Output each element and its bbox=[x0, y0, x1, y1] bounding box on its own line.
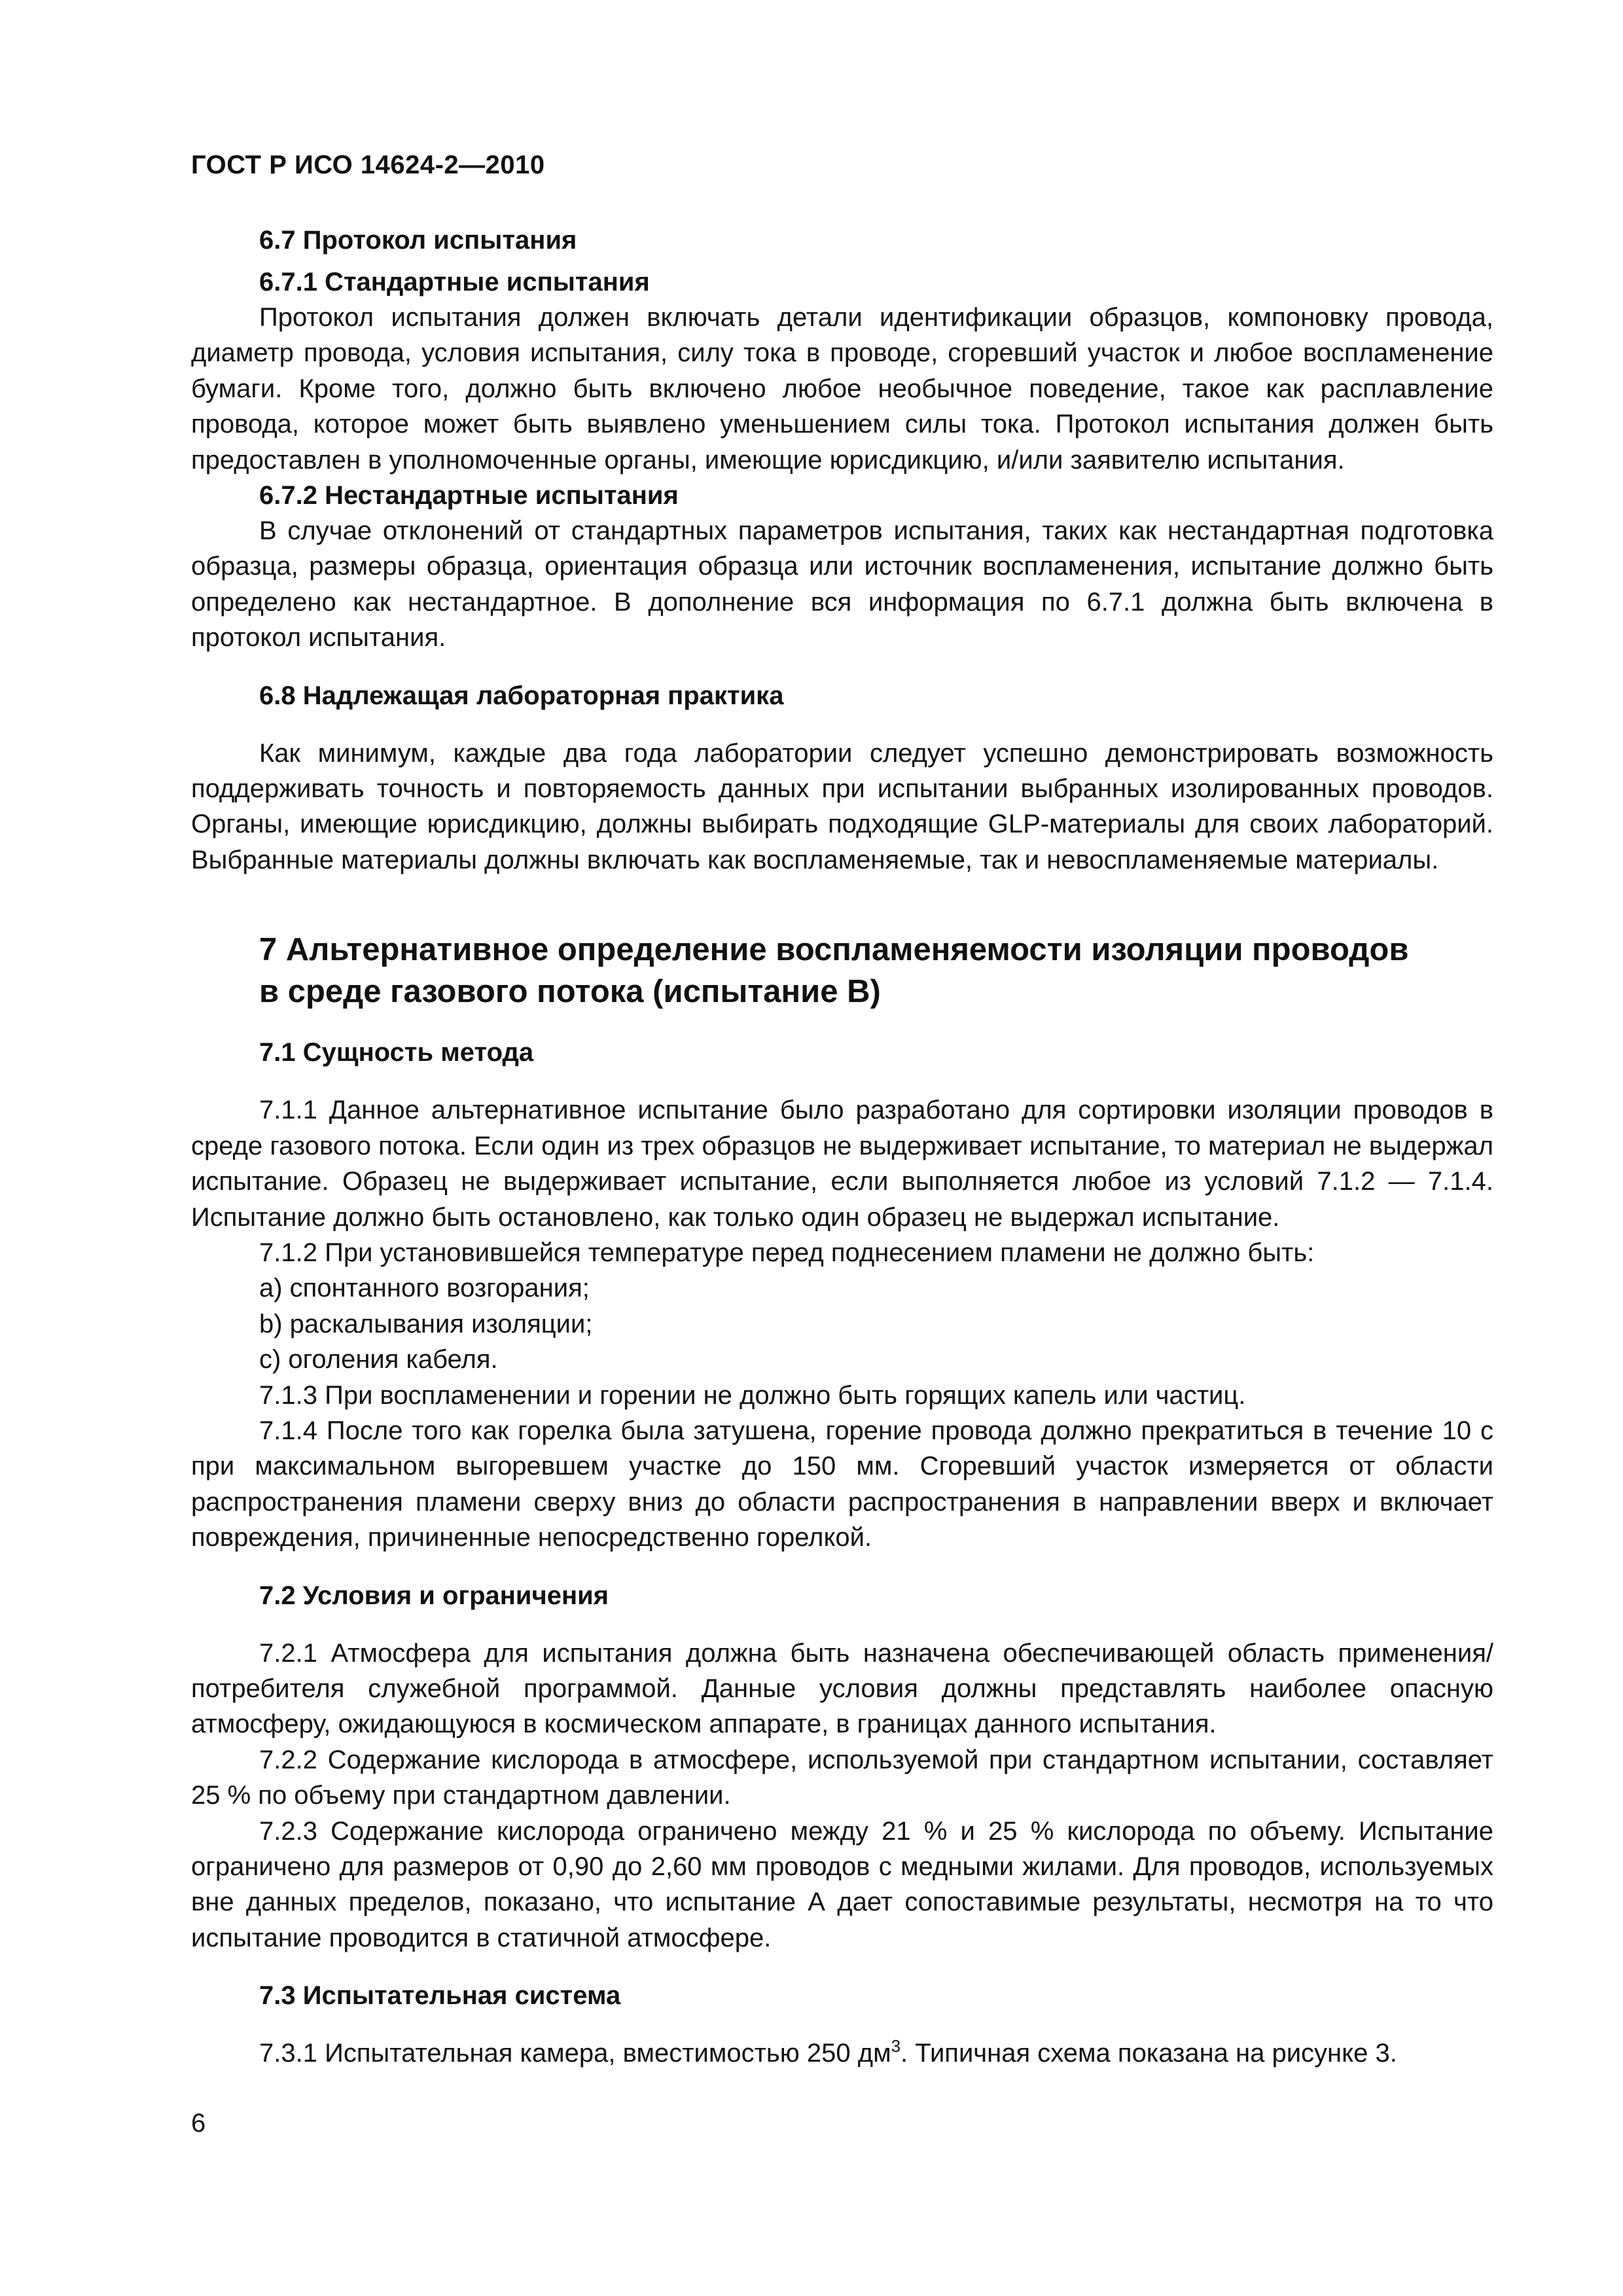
section-7-3-1-text-main: 7.3.1 Испытательная камера, вместимостью 250 дм bbox=[259, 2039, 891, 2068]
list-item-a: a) спонтанного возгорания; bbox=[259, 1274, 590, 1303]
section-6-7-2-text: В случае отклонений от стандартных параметров испытания, таких как нестандартная подготовка образца, размеры образца, ориентация образца или источник воспламенения, испытание должно быть определено как нестандартное. В дополнение вся информация по 6.7.1 должна быть включена в протокол испытания. bbox=[191, 516, 1493, 653]
section-7-2-1-text: 7.2.1 Атмосфера для испытания должна быть назначена обеспечивающей область применения/ потребителя служебной программой. Данные условия должны представлять наиболее опасную атмосферу, ожидающуюся в космическом аппарате, в границах данного испытания. bbox=[191, 1638, 1493, 1739]
page-number: 6 bbox=[191, 2109, 206, 2138]
section-7-2-heading: 7.2 Условия и ограничения bbox=[259, 1581, 609, 1610]
section-7-2-3-text: 7.2.3 Содержание кислорода ограничено между 21 % и 25 % кислорода по объему. Испытание ограничено для размеров от 0,90 до 2,60 мм проводов с медными жилами. Для проводов, используемых вне данных пределов, показано, что испытание А дает сопоставимые результаты, несмотря на то что испытание проводится в статичной атмосфере. bbox=[191, 1816, 1493, 1952]
list-item-b: b) раскалывания изоляции; bbox=[259, 1309, 593, 1338]
section-7-3-1-text bbox=[191, 2036, 1493, 2071]
cubic-superscript: 3 bbox=[891, 2036, 901, 2056]
section-7-3-1-text-end: . Типичная схема показана на рисунке 3. bbox=[901, 2039, 1397, 2068]
section-7-3-heading: 7.3 Испытательная система bbox=[259, 1981, 621, 2011]
section-7-2-2-text: 7.2.2 Содержание кислорода в атмосфере, используемой при стандартном испытании, составляет 25 % по объему при стандартном давлении. bbox=[191, 1745, 1493, 1810]
section-6-8-heading: 6.8 Надлежащая лабораторная практика bbox=[259, 681, 784, 710]
section-7-heading-line2: в среде газового потока (испытание В) bbox=[259, 974, 881, 1010]
page-content bbox=[191, 223, 1493, 2072]
section-7-1-4-text: 7.1.4 После того как горелка была затушена, горение провода должно прекратиться в течение 10 с при максимальном выгоревшем участке до 150 мм. Сгоревший участок измеряется от области распространения пламени сверху вниз до области распространения в направлении вверх и включает повреждения, причиненные непосредственно горелкой. bbox=[191, 1416, 1493, 1552]
section-6-7-heading: 6.7 Протокол испытания bbox=[259, 226, 577, 255]
section-6-7-2-heading: 6.7.2 Нестандартные испытания bbox=[259, 481, 679, 511]
list-item-c: c) оголения кабеля. bbox=[259, 1345, 498, 1374]
section-7-1-heading: 7.1 Сущность метода bbox=[259, 1038, 534, 1067]
section-7-heading-line1: 7 Альтернативное определение воспламеняемости изоляции проводов bbox=[259, 932, 1409, 968]
section-6-7-1-heading: 6.7.1 Стандартные испытания bbox=[259, 268, 650, 296]
section-6-8-text: Как минимум, каждые два года лаборатории следует успешно демонстрировать возможность поддерживать точность и повторяемость данных при испытании выбранных изолированных проводов. Органы, имеющие юрисдикцию, должны выбирать подходящие GLP-материалы для своих лабораторий. Выбранные материалы должны включать как воспламеняемые, так и невоспламеняемые материалы. bbox=[191, 738, 1493, 874]
section-6-7-1-text: Протокол испытания должен включать детали идентификации образцов, компоновку провода, диаметр провода, условия испытания, силу тока в проводе, сгоревший участок и любое воспламенение бумаги. Кроме того, должно быть включено любое необычное поведение, такое как расплавление провода, которое может быть выявлено уменьшением силы тока. Протокол испытания должен быть предоставлен в уполномоченные органы, имеющие юрисдикцию, и/или заявителю испытания. bbox=[191, 303, 1493, 475]
standard-header: ГОСТ Р ИСО 14624-2—2010 bbox=[191, 151, 545, 179]
section-7-1-1-text: 7.1.1 Данное альтернативное испытание было разработано для сортировки изоляции проводов в среде газового потока. Если один из трех образцов не выдерживает испытание, то материал не выдержал испытание. Образец не выдерживает испытание, если выполняется любое из условий 7.1.2 — 7.1.4. Испытание должно быть остановлено, как только один образец не выдержал испытание. bbox=[191, 1096, 1493, 1232]
section-7-1-2-text: 7.1.2 При установившейся температуре перед поднесением пламени не должно быть: bbox=[259, 1238, 1315, 1267]
section-7-heading bbox=[191, 929, 1493, 1013]
section-7-1-3-text: 7.1.3 При воспламенении и горении не должно быть горящих капель или частиц. bbox=[259, 1380, 1246, 1410]
